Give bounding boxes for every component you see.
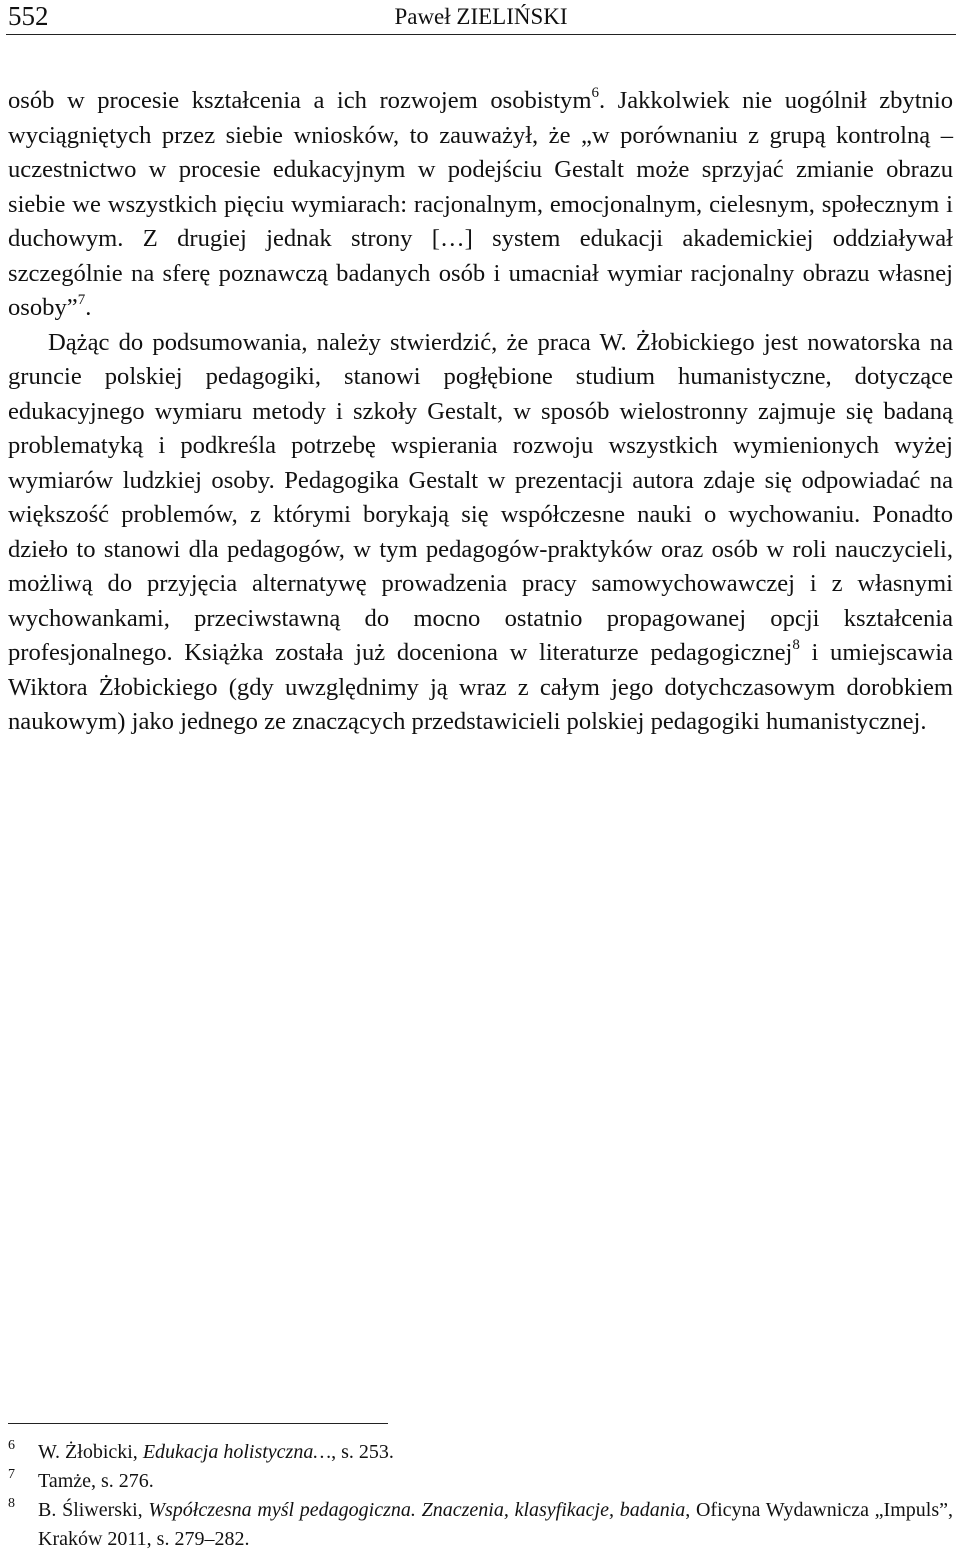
footnote — [8, 1467, 953, 1496]
paragraph-text: Dążąc do podsumowania, należy stwierdzić, że praca W. Żłobickiego jest nowatorska na gruncie polskiej pedagogiki, stanowi pogłębione studium humanistyczne, dotyczące edukacyjnego wymiaru metody i szkoły Gestalt, w sposób wielostronny zajmuje się badaną problematyką i podkreśla potrzebę wspierania rozwoju wszystkich wymienionych wyżej wymiarów ludzkiej osoby. Pedagogika Gestalt w prezentacji autora zdaje się odpowiadać na większość problemów, z którymi borykają się współczesne nauki o wychowaniu. Ponadto dzieło to stanowi dla pedagogów, w tym pedagogów-praktyków oraz osób w roli nauczycieli, możliwą do przyjęcia alternatywę prowadzenia pracy samowychowawczej i z własnymi wychowankami, przeciwstawną do mocno ostatnio propagowanej opcji kształcenia profesjonalnego. Książka została już doceniona w literaturze pedagogicznej — [8, 328, 953, 666]
page-header — [6, 0, 956, 35]
footnote-title: Współczesna myśl pedagogiczna. Znaczenia, klasyfikacje, badania — [148, 1499, 686, 1521]
footnote — [8, 1496, 953, 1554]
footnote — [8, 1438, 953, 1467]
footnote-number: 6 — [8, 1438, 15, 1453]
footnote-ref: 7 — [77, 291, 86, 308]
paragraph-text: i umiejscawia Wiktora Żłobickiego (gdy uwzględnimy ją wraz z całym jego dotychczasowym dorobkiem naukowym) jako jednego ze znaczących przedstawicieli polskiej pedagogiki humanistycznej. — [8, 639, 953, 735]
paragraph-text: . — [85, 294, 92, 321]
footnote-separator — [8, 1423, 388, 1424]
footnotes — [8, 1438, 953, 1554]
footnote-number: 7 — [8, 1467, 15, 1482]
footnote-title: Edukacja holistyczna… — [142, 1441, 332, 1463]
paragraph — [8, 326, 953, 740]
paragraph-text: osób w procesie kształcenia a ich rozwojem osobistym — [8, 87, 592, 114]
footnote-text: W. Żłobicki, — [38, 1441, 143, 1463]
paragraph — [8, 84, 953, 326]
running-head: Paweł ZIELIŃSKI — [394, 4, 568, 29]
footnote-text: , Oficyna Wydawnicza „Impuls”, Kraków 2011, s. 279–282. — [38, 1499, 953, 1550]
footnote-text: B. Śliwerski, — [38, 1499, 149, 1521]
footnote-number: 8 — [8, 1496, 15, 1511]
paragraph-text: . Jakkolwiek nie uogólnił zbytnio wyciągniętych przez siebie wniosków, to zauważył, że „w porównaniu z grupą kontrolną – uczestnictwo w procesie edukacyjnym w podejściu Gestalt może sprzyjać zmianie obrazu siebie we wszystkich pięciu wymiarach: racjonalnym, emocjonalnym, cielesnym, społecznym i duchowym. Z drugiej jednak strony […] system edukacji akademickiej oddziaływał szczególnie na sferę poznawczą badanych osób i umacniał wymiar racjonalny obrazu własnej osoby” — [8, 87, 953, 321]
footnote-text: Tamże, s. 276. — [38, 1470, 154, 1492]
page-number: 552 — [8, 1, 49, 31]
footnote-ref: 6 — [591, 84, 599, 101]
body-text — [8, 84, 953, 740]
footnote-ref: 8 — [792, 636, 800, 653]
footnote-text: , s. 253. — [331, 1441, 394, 1463]
